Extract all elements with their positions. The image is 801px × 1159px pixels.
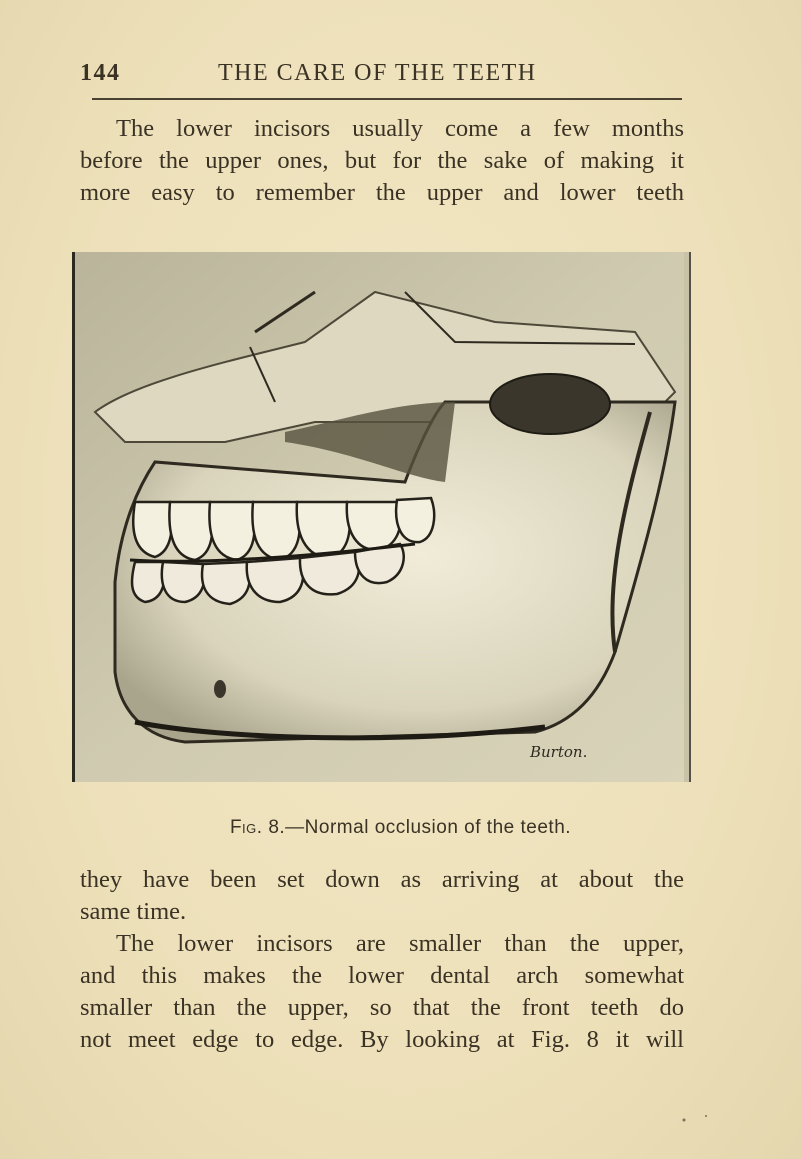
jaw-drawing xyxy=(75,252,684,782)
text-line: and this makes the lower dental arch somewhat xyxy=(80,962,684,989)
jaw-illustration xyxy=(72,252,691,782)
text-line: they have been set down as arriving at about the xyxy=(80,866,684,893)
text-line: smaller than the upper, so that the front teeth do xyxy=(80,994,684,1021)
text-line: before the upper ones, but for the sake of making it xyxy=(80,147,684,174)
bottom-paragraphs xyxy=(80,864,684,1056)
page-number: 144 xyxy=(80,60,121,86)
top-paragraph xyxy=(80,113,684,209)
caption-prefix: Fig. xyxy=(229,817,263,838)
running-head xyxy=(80,60,680,92)
caption-text: 8.—Normal occlusion of the teeth. xyxy=(262,817,572,838)
header-rule xyxy=(92,98,682,100)
text-line: more easy to remember the upper and lower teeth xyxy=(80,179,684,206)
artist-signature: Burton. xyxy=(530,743,588,761)
text-line: The lower incisors are smaller than the upper, xyxy=(116,930,684,957)
figure-caption xyxy=(0,817,801,839)
running-title: THE CARE OF THE TEETH xyxy=(218,60,537,86)
paper-specks xyxy=(680,1110,710,1130)
text-line: same time. xyxy=(80,898,187,925)
text-line: The lower incisors usually come a few months xyxy=(116,115,684,142)
text-line: not meet edge to edge. By looking at Fig. 8 it will xyxy=(80,1026,684,1053)
